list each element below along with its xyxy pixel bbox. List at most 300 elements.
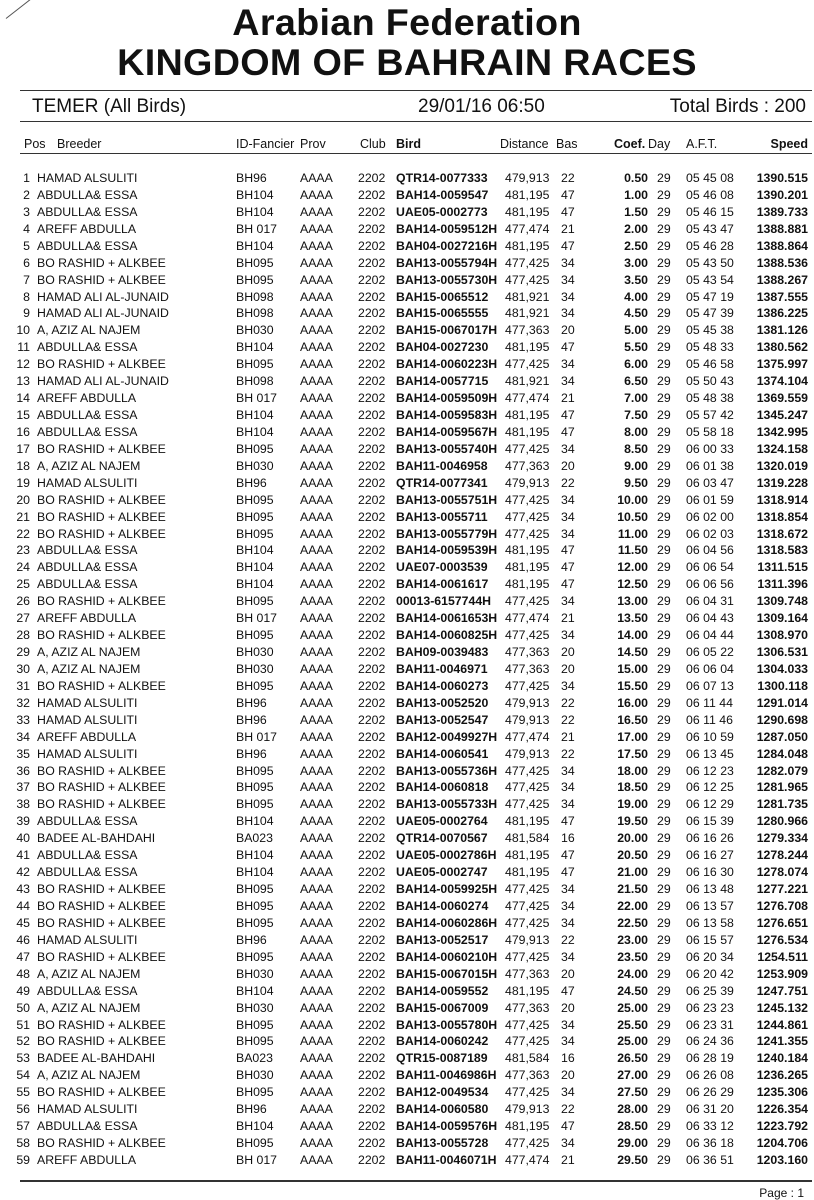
table-row (0, 306, 814, 323)
cell-day: 29 (657, 949, 671, 964)
cell-breeder: BO RASHID + ALKBEE (37, 915, 166, 930)
cell-distance: 479,913 (505, 475, 550, 490)
title-races: KINGDOM OF BAHRAIN RACES (117, 42, 697, 83)
table-row (0, 476, 814, 493)
cell-aft: 06 16 30 (686, 865, 734, 880)
cell-prov: AAAA (300, 848, 333, 863)
cell-coef: 0.50 (624, 171, 648, 185)
cell-breeder: BO RASHID + ALKBEE (37, 898, 166, 913)
cell-prov: AAAA (300, 898, 333, 913)
cell-prov: AAAA (300, 306, 333, 321)
cell-prov: AAAA (300, 1119, 333, 1134)
cell-club: 2202 (358, 848, 386, 863)
cell-pos: 30 (16, 661, 30, 676)
table-row (0, 611, 814, 628)
cell-bas: 22 (561, 171, 575, 185)
cell-speed: 1324.158 (756, 441, 808, 456)
cell-prov: AAAA (300, 424, 333, 439)
cell-coef: 6.50 (624, 374, 648, 389)
cell-day: 29 (657, 645, 671, 660)
cell-id-fancier: BH098 (236, 306, 274, 321)
cell-bird: BAH14-0060286H (396, 915, 498, 930)
cell-id-fancier: BH104 (236, 865, 274, 880)
cell-distance: 477,425 (505, 628, 550, 643)
cell-aft: 06 05 22 (686, 645, 734, 660)
table-row (0, 645, 814, 662)
table-row (0, 222, 814, 239)
cell-bird: BAH11-0046071H (396, 1152, 497, 1167)
cell-day: 29 (657, 966, 671, 981)
cell-breeder: A, AZIZ AL NAJEM (37, 966, 141, 981)
cell-breeder: HAMAD ALI AL-JUNAID (37, 306, 169, 321)
cell-bas: 22 (561, 712, 575, 727)
cell-speed: 1278.074 (756, 865, 808, 880)
cell-coef: 13.50 (617, 611, 648, 626)
cell-aft: 06 12 29 (686, 797, 734, 812)
table-row (0, 1018, 814, 1035)
cell-bas: 20 (561, 645, 575, 660)
cell-bas: 47 (561, 560, 575, 575)
cell-aft: 05 43 50 (686, 255, 734, 270)
cell-speed: 1387.555 (756, 289, 808, 304)
cell-club: 2202 (358, 509, 386, 524)
cell-day: 29 (657, 865, 671, 880)
cell-id-fancier: BH095 (236, 492, 274, 507)
cell-bird: BAH11-0046971 (396, 661, 488, 676)
cell-club: 2202 (358, 763, 386, 778)
cell-aft: 05 43 54 (686, 272, 734, 287)
cell-bas: 34 (561, 780, 575, 795)
cell-bird: BAH14-0059552 (396, 983, 489, 998)
cell-coef: 16.00 (617, 695, 648, 710)
cell-prov: AAAA (300, 661, 333, 676)
cell-breeder: BO RASHID + ALKBEE (37, 1085, 166, 1100)
cell-bas: 34 (561, 441, 575, 456)
cell-club: 2202 (358, 898, 386, 913)
table-row (0, 662, 814, 679)
col-speed: Speed (770, 137, 808, 151)
cell-distance: 477,425 (505, 526, 550, 541)
cell-aft: 06 13 48 (686, 882, 734, 897)
cell-day: 29 (657, 712, 671, 727)
cell-club: 2202 (358, 1152, 386, 1167)
cell-bas: 34 (561, 949, 575, 964)
cell-breeder: HAMAD ALSULITI (37, 475, 138, 490)
cell-aft: 06 06 56 (686, 577, 734, 592)
cell-bas: 34 (561, 898, 575, 913)
cell-coef: 11.00 (617, 526, 648, 541)
cell-id-fancier: BH095 (236, 780, 274, 795)
cell-bas: 22 (561, 932, 575, 947)
cell-bird: BAH14-0059539H (396, 543, 498, 558)
cell-coef: 18.00 (617, 763, 648, 778)
cell-coef: 8.00 (624, 424, 648, 439)
cell-id-fancier: BH095 (236, 882, 274, 897)
cell-bird: BAH11-0046986H (396, 1068, 497, 1083)
cell-aft: 06 20 34 (686, 949, 734, 964)
cell-bas: 34 (561, 763, 575, 778)
cell-coef: 19.00 (617, 797, 648, 812)
cell-prov: AAAA (300, 932, 333, 947)
col-aft: A.F.T. (686, 137, 718, 151)
table-row (0, 780, 814, 797)
cell-day: 29 (657, 492, 671, 507)
cell-pos: 7 (23, 272, 30, 287)
cell-day: 29 (657, 560, 671, 575)
cell-pos: 37 (16, 780, 30, 795)
table-row (0, 171, 814, 188)
cell-id-fancier: BH095 (236, 1017, 274, 1032)
cell-day: 29 (657, 1119, 671, 1134)
cell-day: 29 (657, 577, 671, 592)
cell-coef: 20.50 (617, 848, 648, 863)
cell-day: 29 (657, 831, 671, 846)
cell-id-fancier: BH104 (236, 408, 274, 423)
cell-aft: 05 48 33 (686, 340, 734, 355)
cell-day: 29 (657, 1102, 671, 1117)
cell-breeder: AREFF ABDULLA (37, 729, 137, 744)
table-row (0, 814, 814, 831)
race-datetime: 29/01/16 06:50 (418, 96, 545, 117)
cell-aft: 06 36 18 (686, 1136, 734, 1150)
cell-pos: 56 (16, 1102, 30, 1117)
cell-club: 2202 (358, 915, 386, 930)
cell-aft: 06 15 57 (686, 932, 734, 947)
cell-aft: 06 25 39 (686, 983, 734, 998)
cell-id-fancier: BH095 (236, 441, 274, 456)
cell-coef: 2.00 (624, 221, 648, 236)
cell-prov: AAAA (300, 1068, 333, 1083)
cell-pos: 49 (16, 983, 30, 998)
cell-bird: UAE05-0002773 (396, 204, 488, 219)
cell-id-fancier: BH095 (236, 509, 274, 524)
cell-day: 29 (657, 1017, 671, 1032)
cell-pos: 40 (16, 831, 30, 846)
cell-aft: 06 03 47 (686, 475, 734, 490)
cell-breeder: ABDULLA& ESSA (37, 187, 138, 202)
cell-pos: 58 (16, 1136, 30, 1150)
table-row (0, 696, 814, 713)
cell-bird: BAH13-0055779H (396, 526, 498, 541)
cell-distance: 477,425 (505, 1085, 550, 1100)
cell-pos: 17 (16, 441, 30, 456)
cell-speed: 1240.184 (756, 1051, 808, 1066)
cell-distance: 477,425 (505, 797, 550, 812)
cell-club: 2202 (358, 171, 386, 185)
cell-bas: 21 (561, 221, 575, 236)
cell-speed: 1276.534 (756, 932, 808, 947)
cell-id-fancier: BH095 (236, 357, 274, 372)
cell-id-fancier: BH095 (236, 1034, 274, 1049)
cell-coef: 25.50 (617, 1017, 648, 1032)
cell-pos: 59 (16, 1152, 30, 1167)
cell-pos: 19 (16, 475, 30, 490)
cell-speed: 1204.706 (756, 1136, 808, 1150)
cell-prov: AAAA (300, 289, 333, 304)
cell-prov: AAAA (300, 729, 333, 744)
cell-day: 29 (657, 289, 671, 304)
cell-speed: 1226.354 (756, 1102, 808, 1117)
cell-aft: 05 47 39 (686, 306, 734, 321)
cell-bird: BAH13-0055740H (396, 441, 498, 456)
cell-id-fancier: BH96 (236, 171, 267, 185)
cell-distance: 481,195 (505, 543, 550, 558)
cell-breeder: BO RASHID + ALKBEE (37, 1017, 166, 1032)
cell-distance: 477,425 (505, 1034, 550, 1049)
cell-coef: 5.50 (624, 340, 648, 355)
cell-breeder: A, AZIZ AL NAJEM (37, 458, 141, 473)
cell-distance: 481,195 (505, 340, 550, 355)
cell-day: 29 (657, 898, 671, 913)
table-row (0, 408, 814, 425)
cell-speed: 1390.515 (756, 171, 808, 185)
cell-distance: 477,425 (505, 509, 550, 524)
cell-day: 29 (657, 1051, 671, 1066)
cell-id-fancier: BH 017 (236, 221, 278, 236)
cell-distance: 481,195 (505, 238, 550, 253)
cell-speed: 1320.019 (756, 458, 808, 473)
cell-breeder: BO RASHID + ALKBEE (37, 441, 166, 456)
cell-distance: 477,363 (505, 661, 550, 676)
table-row (0, 899, 814, 916)
cell-breeder: BO RASHID + ALKBEE (37, 255, 166, 270)
cell-bas: 47 (561, 577, 575, 592)
cell-coef: 14.00 (617, 628, 648, 643)
race-name: TEMER (All Birds) (32, 96, 187, 117)
table-row (0, 459, 814, 476)
cell-prov: AAAA (300, 1034, 333, 1049)
cell-day: 29 (657, 729, 671, 744)
table-row (0, 1001, 814, 1018)
table-row (0, 1051, 814, 1068)
col-club: Club (360, 137, 386, 151)
cell-speed: 1388.864 (756, 238, 808, 253)
cell-club: 2202 (358, 1068, 386, 1083)
cell-speed: 1281.735 (756, 797, 808, 812)
cell-coef: 9.00 (624, 458, 648, 473)
cell-day: 29 (657, 323, 671, 338)
cell-day: 29 (657, 932, 671, 947)
cell-id-fancier: BH095 (236, 1085, 274, 1100)
cell-club: 2202 (358, 695, 386, 710)
cell-distance: 481,195 (505, 814, 550, 829)
table-row (0, 374, 814, 391)
cell-pos: 43 (16, 882, 30, 897)
cell-day: 29 (657, 391, 671, 406)
cell-pos: 9 (23, 306, 30, 321)
cell-id-fancier: BH96 (236, 695, 267, 710)
title-federation: Arabian Federation (232, 2, 582, 43)
cell-aft: 06 02 00 (686, 509, 734, 524)
cell-coef: 12.50 (617, 577, 648, 592)
cell-club: 2202 (358, 949, 386, 964)
cell-distance: 479,913 (505, 171, 550, 185)
cell-aft: 06 04 44 (686, 628, 734, 643)
cell-breeder: BO RASHID + ALKBEE (37, 272, 166, 287)
cell-speed: 1390.201 (756, 187, 808, 202)
cell-coef: 13.00 (617, 594, 648, 609)
cell-prov: AAAA (300, 949, 333, 964)
cell-distance: 481,195 (505, 204, 550, 219)
cell-prov: AAAA (300, 746, 333, 761)
divider (20, 153, 812, 154)
cell-prov: AAAA (300, 577, 333, 592)
table-row (0, 1119, 814, 1136)
cell-prov: AAAA (300, 1102, 333, 1117)
cell-pos: 55 (16, 1085, 30, 1100)
table-row (0, 1153, 814, 1170)
cell-bird: BAH13-0055751H (396, 492, 498, 507)
cell-aft: 06 15 39 (686, 814, 734, 829)
cell-prov: AAAA (300, 255, 333, 270)
cell-day: 29 (657, 611, 671, 626)
divider (20, 1180, 812, 1182)
cell-coef: 1.50 (624, 204, 648, 219)
cell-distance: 479,913 (505, 746, 550, 761)
cell-club: 2202 (358, 1119, 386, 1134)
cell-speed: 1309.164 (756, 611, 808, 626)
cell-bas: 22 (561, 746, 575, 761)
cell-bas: 34 (561, 1034, 575, 1049)
cell-coef: 12.00 (617, 560, 648, 575)
cell-coef: 2.50 (624, 238, 648, 253)
cell-pos: 46 (16, 932, 30, 947)
cell-pos: 14 (16, 391, 30, 406)
cell-speed: 1236.265 (756, 1068, 808, 1083)
table-row (0, 730, 814, 747)
cell-bird: QTR14-0077341 (396, 475, 488, 490)
cell-bird: BAH14-0060210H (396, 949, 498, 964)
cell-club: 2202 (358, 526, 386, 541)
cell-prov: AAAA (300, 1085, 333, 1100)
cell-day: 29 (657, 238, 671, 253)
cell-bird: BAH15-0067015H (396, 966, 498, 981)
cell-pos: 21 (16, 509, 30, 524)
cell-bas: 21 (561, 1152, 575, 1167)
cell-pos: 1 (23, 171, 30, 185)
cell-id-fancier: BH104 (236, 340, 274, 355)
cell-breeder: BO RASHID + ALKBEE (37, 763, 166, 778)
table-row (0, 543, 814, 560)
cell-club: 2202 (358, 204, 386, 219)
cell-bird: BAH14-0059567H (396, 424, 498, 439)
cell-pos: 25 (16, 577, 30, 592)
cell-prov: AAAA (300, 611, 333, 626)
cell-club: 2202 (358, 831, 386, 846)
cell-day: 29 (657, 374, 671, 389)
col-day: Day (648, 137, 671, 151)
col-coef: Coef. (614, 137, 646, 151)
cell-id-fancier: BH104 (236, 577, 274, 592)
cell-breeder: HAMAD ALSULITI (37, 171, 138, 185)
cell-id-fancier: BH 017 (236, 391, 278, 406)
cell-bird: BAH13-0055730H (396, 272, 498, 287)
cell-bas: 47 (561, 204, 575, 219)
cell-id-fancier: BH96 (236, 1102, 267, 1117)
col-id-fancier: ID-Fancier (236, 137, 295, 151)
cell-prov: AAAA (300, 915, 333, 930)
cell-prov: AAAA (300, 221, 333, 236)
cell-bird: BAH14-0060242 (396, 1034, 489, 1049)
cell-pos: 31 (16, 678, 30, 693)
cell-prov: AAAA (300, 594, 333, 609)
cell-distance: 477,363 (505, 1000, 550, 1015)
cell-club: 2202 (358, 577, 386, 592)
cell-day: 29 (657, 255, 671, 270)
cell-coef: 8.50 (624, 441, 648, 456)
cell-pos: 33 (16, 712, 30, 727)
cell-bird: BAH14-0059509H (396, 391, 498, 406)
cell-id-fancier: BA023 (236, 1051, 273, 1066)
cell-speed: 1284.048 (756, 746, 808, 761)
cell-coef: 16.50 (617, 712, 648, 727)
cell-prov: AAAA (300, 678, 333, 693)
cell-bas: 47 (561, 340, 575, 355)
cell-id-fancier: BH095 (236, 915, 274, 930)
cell-distance: 481,195 (505, 1119, 550, 1134)
table-row (0, 916, 814, 933)
cell-pos: 34 (16, 729, 30, 744)
cell-day: 29 (657, 1085, 671, 1100)
cell-aft: 06 23 23 (686, 1000, 734, 1015)
cell-day: 29 (657, 780, 671, 795)
cell-bas: 34 (561, 306, 575, 321)
cell-id-fancier: BH095 (236, 1136, 274, 1150)
cell-prov: AAAA (300, 340, 333, 355)
cell-bas: 47 (561, 1119, 575, 1134)
cell-id-fancier: BH030 (236, 966, 274, 981)
cell-club: 2202 (358, 814, 386, 829)
cell-club: 2202 (358, 780, 386, 795)
cell-bird: UAE05-0002764 (396, 814, 488, 829)
cell-breeder: AREFF ABDULLA (37, 391, 137, 406)
cell-bas: 21 (561, 611, 575, 626)
cell-speed: 1277.221 (756, 882, 808, 897)
table-row (0, 560, 814, 577)
cell-breeder: BO RASHID + ALKBEE (37, 492, 166, 507)
cell-speed: 1388.536 (756, 255, 808, 270)
cell-prov: AAAA (300, 1017, 333, 1032)
cell-breeder: A, AZIZ AL NAJEM (37, 1068, 141, 1083)
cell-aft: 05 45 08 (686, 171, 734, 185)
cell-speed: 1241.355 (756, 1034, 808, 1049)
cell-prov: AAAA (300, 238, 333, 253)
cell-distance: 481,921 (505, 306, 550, 321)
cell-speed: 1276.708 (756, 898, 808, 913)
cell-day: 29 (657, 746, 671, 761)
cell-breeder: ABDULLA& ESSA (37, 204, 138, 219)
cell-aft: 06 06 04 (686, 661, 734, 676)
cell-aft: 06 11 44 (686, 695, 733, 710)
cell-coef: 21.50 (617, 882, 648, 897)
cell-id-fancier: BH96 (236, 712, 267, 727)
cell-prov: AAAA (300, 272, 333, 287)
cell-pos: 16 (16, 424, 30, 439)
cell-bas: 47 (561, 814, 575, 829)
cell-bas: 34 (561, 374, 575, 389)
cell-speed: 1374.104 (756, 374, 808, 389)
cell-breeder: BO RASHID + ALKBEE (37, 509, 166, 524)
cell-coef: 29.50 (617, 1152, 648, 1167)
cell-pos: 20 (16, 492, 30, 507)
cell-distance: 477,363 (505, 1068, 550, 1083)
cell-distance: 477,425 (505, 780, 550, 795)
cell-speed: 1319.228 (756, 475, 808, 490)
cell-coef: 26.50 (617, 1051, 648, 1066)
cell-pos: 53 (16, 1051, 30, 1066)
cell-coef: 10.50 (617, 509, 648, 524)
cell-bas: 34 (561, 526, 575, 541)
